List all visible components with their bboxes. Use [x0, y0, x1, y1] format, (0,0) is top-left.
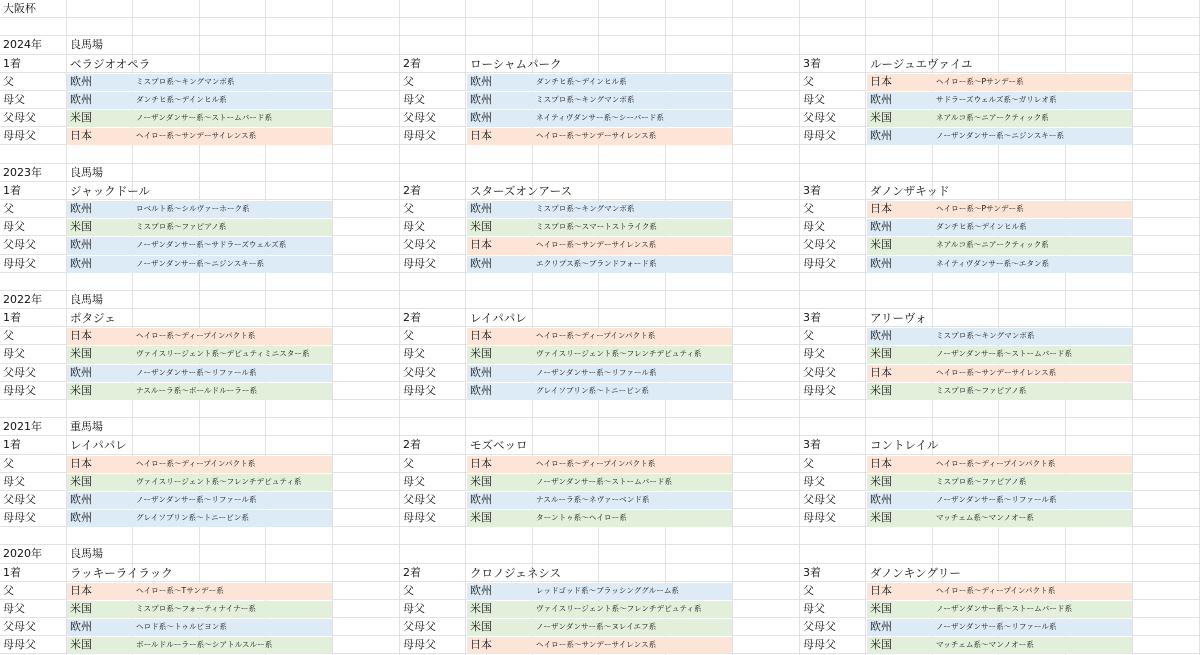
- sire-line-cell[interactable]: ノーザンダンサー系〜ニジンスキー系: [136, 259, 265, 268]
- region-cell[interactable]: 米国: [870, 475, 892, 488]
- region-cell[interactable]: 日本: [70, 584, 92, 597]
- region-cell[interactable]: 欧州: [470, 384, 492, 397]
- placing-label[interactable]: 2着: [403, 311, 421, 324]
- region-cell[interactable]: 日本: [870, 584, 892, 597]
- sire-line-cell[interactable]: ミスプロ系〜ファピアノ系: [136, 222, 227, 231]
- track-condition[interactable]: 重馬場: [70, 420, 103, 433]
- region-cell[interactable]: 欧州: [70, 202, 92, 215]
- sire-line-cell[interactable]: ノーザンダンサー系〜リファール系: [936, 495, 1057, 504]
- sire-line-cell[interactable]: ナスルーラ系〜ネヴァーベンド系: [536, 495, 650, 504]
- pedigree-role[interactable]: 母母父: [803, 257, 836, 270]
- pedigree-role[interactable]: 父: [403, 584, 414, 597]
- placing-label[interactable]: 1着: [3, 311, 21, 324]
- horse-name[interactable]: ダノンキングリー: [870, 566, 961, 580]
- sire-line-cell[interactable]: ヘイロー系〜ディープインパクト系: [536, 331, 656, 340]
- region-cell[interactable]: 米国: [870, 238, 892, 251]
- region-cell[interactable]: 日本: [870, 202, 892, 215]
- sire-line-cell[interactable]: ヴァイスリージェント系〜フレンチデピュティ系: [536, 349, 702, 358]
- sire-line-cell[interactable]: ダンチヒ系〜デインヒル系: [936, 222, 1027, 231]
- pedigree-role[interactable]: 父母父: [3, 238, 36, 251]
- region-cell[interactable]: 米国: [470, 602, 492, 615]
- pedigree-role[interactable]: 母母父: [403, 384, 436, 397]
- sire-line-cell[interactable]: ネイティヴダンサー系〜シーバード系: [536, 113, 664, 122]
- sire-line-cell[interactable]: ノーザンダンサー系〜ストームバード系: [936, 604, 1073, 613]
- sire-line-cell[interactable]: ノーザンダンサー系〜ヌレイエフ系: [536, 622, 657, 631]
- horse-name[interactable]: レイパパレ: [470, 311, 527, 325]
- placing-label[interactable]: 2着: [403, 57, 421, 70]
- horse-name[interactable]: コントレイル: [870, 438, 939, 452]
- sire-line-cell[interactable]: ナスルーラ系〜ボールドルーラー系: [136, 386, 258, 395]
- pedigree-role[interactable]: 父: [403, 329, 414, 342]
- sire-line-cell[interactable]: ミスプロ系〜フォーティナイナー系: [136, 604, 256, 613]
- pedigree-role[interactable]: 母父: [803, 602, 825, 615]
- sire-line-cell[interactable]: ノーザンダンサー系〜リファール系: [136, 495, 257, 504]
- pedigree-role[interactable]: 母母父: [3, 384, 36, 397]
- region-cell[interactable]: 欧州: [470, 366, 492, 379]
- region-cell[interactable]: 米国: [70, 384, 92, 397]
- region-cell[interactable]: 米国: [470, 475, 492, 488]
- pedigree-role[interactable]: 母母父: [403, 511, 436, 524]
- pedigree-role[interactable]: 母母父: [403, 257, 436, 270]
- region-cell[interactable]: 米国: [70, 220, 92, 233]
- sire-line-cell[interactable]: ヘイロー系〜ディープインパクト系: [936, 586, 1056, 595]
- track-condition[interactable]: 良馬場: [70, 166, 103, 179]
- pedigree-role[interactable]: 母父: [803, 347, 825, 360]
- region-cell[interactable]: 日本: [70, 457, 92, 470]
- region-cell[interactable]: 米国: [470, 511, 492, 524]
- sire-line-cell[interactable]: ヘイロー系〜ディープインパクト系: [536, 459, 656, 468]
- region-cell[interactable]: 欧州: [470, 111, 492, 124]
- horse-name[interactable]: ポタジェ: [70, 311, 116, 325]
- region-cell[interactable]: 米国: [870, 511, 892, 524]
- pedigree-role[interactable]: 母父: [3, 220, 25, 233]
- placing-label[interactable]: 3着: [803, 57, 821, 70]
- pedigree-role[interactable]: 父: [803, 202, 814, 215]
- pedigree-role[interactable]: 母母父: [803, 129, 836, 142]
- sire-line-cell[interactable]: ノーザンダンサー系〜ストームバード系: [936, 349, 1073, 358]
- pedigree-role[interactable]: 母母父: [3, 511, 36, 524]
- region-cell[interactable]: 米国: [470, 620, 492, 633]
- sire-line-cell[interactable]: ネアルコ系〜ニアークティック系: [936, 240, 1049, 249]
- horse-name[interactable]: ラッキーライラック: [70, 566, 173, 580]
- pedigree-role[interactable]: 父: [3, 202, 14, 215]
- region-cell[interactable]: 日本: [70, 329, 92, 342]
- region-cell[interactable]: 日本: [470, 329, 492, 342]
- sire-line-cell[interactable]: ボールドルーラー系〜シアトルスルー系: [136, 640, 273, 649]
- year-label[interactable]: 2023年: [3, 166, 42, 179]
- placing-label[interactable]: 2着: [403, 566, 421, 579]
- placing-label[interactable]: 2着: [403, 438, 421, 451]
- pedigree-role[interactable]: 父: [803, 75, 814, 88]
- horse-name[interactable]: ベラジオオペラ: [70, 57, 151, 71]
- sire-line-cell[interactable]: ヘイロー系〜ディープインパクト系: [136, 331, 256, 340]
- region-cell[interactable]: 日本: [470, 638, 492, 651]
- region-cell[interactable]: 米国: [70, 111, 92, 124]
- region-cell[interactable]: 米国: [870, 602, 892, 615]
- placing-label[interactable]: 3着: [803, 438, 821, 451]
- sire-line-cell[interactable]: ターントゥ系〜ヘイロー系: [536, 513, 627, 522]
- pedigree-role[interactable]: 父母父: [403, 366, 436, 379]
- pedigree-role[interactable]: 父: [3, 584, 14, 597]
- pedigree-role[interactable]: 母母父: [803, 638, 836, 651]
- pedigree-role[interactable]: 母母父: [3, 257, 36, 270]
- pedigree-role[interactable]: 母母父: [803, 384, 836, 397]
- pedigree-role[interactable]: 母父: [403, 475, 425, 488]
- region-cell[interactable]: 欧州: [70, 93, 92, 106]
- pedigree-role[interactable]: 母母父: [403, 638, 436, 651]
- sire-line-cell[interactable]: ノーザンダンサー系〜ニジンスキー系: [936, 131, 1065, 140]
- sire-line-cell[interactable]: ヴァイスリージェント系〜デピュティミニスター系: [136, 349, 310, 358]
- region-cell[interactable]: 米国: [70, 602, 92, 615]
- pedigree-role[interactable]: 母父: [3, 93, 25, 106]
- region-cell[interactable]: 欧州: [470, 493, 492, 506]
- pedigree-role[interactable]: 母父: [803, 475, 825, 488]
- pedigree-role[interactable]: 父母父: [3, 620, 36, 633]
- pedigree-role[interactable]: 父: [803, 584, 814, 597]
- region-cell[interactable]: 欧州: [70, 238, 92, 251]
- pedigree-role[interactable]: 母母父: [803, 511, 836, 524]
- region-cell[interactable]: 日本: [870, 366, 892, 379]
- pedigree-role[interactable]: 母父: [803, 93, 825, 106]
- placing-label[interactable]: 3着: [803, 311, 821, 324]
- region-cell[interactable]: 日本: [470, 238, 492, 251]
- placing-label[interactable]: 1着: [3, 566, 21, 579]
- track-condition[interactable]: 良馬場: [70, 38, 103, 51]
- sire-line-cell[interactable]: ヘイロー系〜Pサンデー系: [936, 204, 1024, 213]
- horse-name[interactable]: モズベッロ: [470, 438, 528, 452]
- pedigree-role[interactable]: 父母父: [403, 238, 436, 251]
- horse-name[interactable]: ルージュエヴァイユ: [870, 57, 973, 71]
- region-cell[interactable]: 欧州: [870, 493, 892, 506]
- sire-line-cell[interactable]: ヴァイスリージェント系〜フレンチデピュティ系: [136, 477, 302, 486]
- pedigree-role[interactable]: 父母父: [803, 366, 836, 379]
- sire-line-cell[interactable]: サドラーズウェルズ系〜ガリレオ系: [936, 95, 1057, 104]
- region-cell[interactable]: 欧州: [470, 257, 492, 270]
- region-cell[interactable]: 米国: [870, 347, 892, 360]
- placing-label[interactable]: 1着: [3, 57, 21, 70]
- track-condition[interactable]: 良馬場: [70, 293, 103, 306]
- sire-line-cell[interactable]: ヘイロー系〜サンデーサイレンス系: [936, 368, 1057, 377]
- region-cell[interactable]: 欧州: [470, 75, 492, 88]
- pedigree-role[interactable]: 父: [3, 457, 14, 470]
- pedigree-role[interactable]: 父母父: [403, 493, 436, 506]
- region-cell[interactable]: 米国: [70, 475, 92, 488]
- track-condition[interactable]: 良馬場: [70, 547, 103, 560]
- horse-name[interactable]: ローシャムパーク: [470, 57, 562, 71]
- region-cell[interactable]: 日本: [470, 129, 492, 142]
- region-cell[interactable]: 欧州: [870, 257, 892, 270]
- pedigree-role[interactable]: 母母父: [3, 638, 36, 651]
- sire-line-cell[interactable]: ヘイロー系〜サンデーサイレンス系: [136, 131, 257, 140]
- sire-line-cell[interactable]: ミスプロ系〜スマートストライク系: [536, 222, 657, 231]
- sire-line-cell[interactable]: ノーザンダンサー系〜サドラーズウェルズ系: [136, 240, 287, 249]
- sire-line-cell[interactable]: レッドゴッド系〜ブラッシンググルーム系: [536, 586, 680, 595]
- placing-label[interactable]: 1着: [3, 438, 21, 451]
- sire-line-cell[interactable]: ノーザンダンサー系〜ストームバード系: [136, 113, 273, 122]
- sire-line-cell[interactable]: マッチェム系〜マンノオー系: [936, 640, 1034, 649]
- region-cell[interactable]: 日本: [870, 457, 892, 470]
- sire-line-cell[interactable]: ネアルコ系〜ニアークティック系: [936, 113, 1049, 122]
- sire-line-cell[interactable]: ミスプロ系〜キングマンボ系: [936, 331, 1035, 340]
- region-cell[interactable]: 欧州: [870, 620, 892, 633]
- sire-line-cell[interactable]: ミスプロ系〜ファピアノ系: [936, 386, 1027, 395]
- year-label[interactable]: 2022年: [3, 293, 42, 306]
- sire-line-cell[interactable]: ヘイロー系〜ディープインパクト系: [936, 459, 1056, 468]
- sire-line-cell[interactable]: ヘイロー系〜サンデーサイレンス系: [536, 640, 657, 649]
- pedigree-role[interactable]: 母父: [3, 602, 25, 615]
- pedigree-role[interactable]: 父母父: [3, 111, 36, 124]
- placing-label[interactable]: 1着: [3, 184, 21, 197]
- sire-line-cell[interactable]: ノーザンダンサー系〜リファール系: [536, 368, 657, 377]
- region-cell[interactable]: 欧州: [870, 329, 892, 342]
- placing-label[interactable]: 2着: [403, 184, 421, 197]
- region-cell[interactable]: 米国: [470, 220, 492, 233]
- sire-line-cell[interactable]: ミスプロ系〜ファピアノ系: [936, 477, 1027, 486]
- pedigree-role[interactable]: 母母父: [3, 129, 36, 142]
- region-cell[interactable]: 日本: [470, 457, 492, 470]
- region-cell[interactable]: 米国: [870, 111, 892, 124]
- pedigree-role[interactable]: 父: [803, 457, 814, 470]
- horse-name[interactable]: ダノンザキッド: [870, 184, 950, 198]
- region-cell[interactable]: 欧州: [70, 257, 92, 270]
- region-cell[interactable]: 米国: [70, 638, 92, 651]
- pedigree-role[interactable]: 父母父: [3, 493, 36, 506]
- year-label[interactable]: 2021年: [3, 420, 42, 433]
- sire-line-cell[interactable]: ヘイロー系〜Pサンデー系: [936, 77, 1024, 86]
- region-cell[interactable]: 米国: [870, 384, 892, 397]
- pedigree-role[interactable]: 父: [403, 457, 414, 470]
- pedigree-role[interactable]: 父: [403, 202, 414, 215]
- pedigree-role[interactable]: 父母父: [3, 366, 36, 379]
- sire-line-cell[interactable]: ネイティヴダンサー系〜エタン系: [936, 259, 1050, 268]
- horse-name[interactable]: レイパパレ: [70, 438, 127, 452]
- region-cell[interactable]: 欧州: [870, 129, 892, 142]
- region-cell[interactable]: 米国: [70, 347, 92, 360]
- region-cell[interactable]: 欧州: [470, 202, 492, 215]
- sire-line-cell[interactable]: ノーザンダンサー系〜リファール系: [136, 368, 257, 377]
- pedigree-role[interactable]: 母父: [403, 93, 425, 106]
- pedigree-role[interactable]: 母父: [403, 347, 425, 360]
- sire-line-cell[interactable]: ヘイロー系〜サンデーサイレンス系: [536, 240, 657, 249]
- horse-name[interactable]: アリーヴォ: [870, 311, 927, 325]
- region-cell[interactable]: 米国: [870, 638, 892, 651]
- sire-line-cell[interactable]: ヘロド系〜トゥルビヨン系: [136, 622, 227, 631]
- region-cell[interactable]: 欧州: [70, 366, 92, 379]
- sire-line-cell[interactable]: ヘイロー系〜Tサンデー系: [136, 586, 224, 595]
- sire-line-cell[interactable]: ロベルト系〜シルヴァーホーク系: [136, 204, 250, 213]
- sire-line-cell[interactable]: グレイソブリン系〜トニービン系: [136, 513, 249, 522]
- pedigree-role[interactable]: 父母父: [803, 493, 836, 506]
- region-cell[interactable]: 欧州: [70, 511, 92, 524]
- region-cell[interactable]: 欧州: [470, 584, 492, 597]
- pedigree-role[interactable]: 母父: [803, 220, 825, 233]
- year-label[interactable]: 2020年: [3, 547, 42, 560]
- pedigree-role[interactable]: 父: [803, 329, 814, 342]
- sire-line-cell[interactable]: ノーザンダンサー系〜ストームバード系: [536, 477, 673, 486]
- pedigree-role[interactable]: 母父: [403, 220, 425, 233]
- pedigree-role[interactable]: 父母父: [803, 238, 836, 251]
- sire-line-cell[interactable]: ミスプロ系〜キングマンボ系: [536, 95, 635, 104]
- placing-label[interactable]: 3着: [803, 184, 821, 197]
- region-cell[interactable]: 欧州: [70, 493, 92, 506]
- region-cell[interactable]: 欧州: [470, 93, 492, 106]
- sire-line-cell[interactable]: エクリプス系〜ブランドフォード系: [536, 259, 657, 268]
- pedigree-role[interactable]: 母母父: [403, 129, 436, 142]
- region-cell[interactable]: 欧州: [870, 220, 892, 233]
- sheet-title[interactable]: 大阪杯: [3, 2, 36, 15]
- sire-line-cell[interactable]: ヘイロー系〜サンデーサイレンス系: [536, 131, 657, 140]
- region-cell[interactable]: 日本: [870, 75, 892, 88]
- sire-line-cell[interactable]: グレイソブリン系〜トニービン系: [536, 386, 649, 395]
- pedigree-role[interactable]: 父: [403, 75, 414, 88]
- pedigree-role[interactable]: 母父: [3, 475, 25, 488]
- sire-line-cell[interactable]: ミスプロ系〜キングマンボ系: [536, 204, 635, 213]
- region-cell[interactable]: 欧州: [70, 75, 92, 88]
- horse-name[interactable]: スターズオンアース: [470, 184, 573, 198]
- region-cell[interactable]: 欧州: [70, 620, 92, 633]
- pedigree-role[interactable]: 母父: [403, 602, 425, 615]
- sire-line-cell[interactable]: ヴァイスリージェント系〜フレンチデピュティ系: [536, 604, 702, 613]
- horse-name[interactable]: クロノジェネシス: [470, 566, 561, 580]
- pedigree-role[interactable]: 母父: [3, 347, 25, 360]
- pedigree-role[interactable]: 父母父: [803, 111, 836, 124]
- region-cell[interactable]: 日本: [70, 129, 92, 142]
- placing-label[interactable]: 3着: [803, 566, 821, 579]
- region-cell[interactable]: 米国: [470, 347, 492, 360]
- pedigree-role[interactable]: 父母父: [403, 111, 436, 124]
- pedigree-role[interactable]: 父: [3, 329, 14, 342]
- sire-line-cell[interactable]: ミスプロ系〜キングマンボ系: [136, 77, 235, 86]
- sire-line-cell[interactable]: マッチェム系〜マンノオー系: [936, 513, 1034, 522]
- sire-line-cell[interactable]: ダンチヒ系〜デインヒル系: [536, 77, 627, 86]
- year-label[interactable]: 2024年: [3, 38, 42, 51]
- pedigree-role[interactable]: 父母父: [403, 620, 436, 633]
- sire-line-cell[interactable]: ヘイロー系〜ディープインパクト系: [136, 459, 256, 468]
- pedigree-role[interactable]: 父: [3, 75, 14, 88]
- pedigree-role[interactable]: 父母父: [803, 620, 836, 633]
- region-cell[interactable]: 欧州: [870, 93, 892, 106]
- sire-line-cell[interactable]: ノーザンダンサー系〜リファール系: [936, 622, 1057, 631]
- horse-name[interactable]: ジャックドール: [70, 184, 151, 198]
- sire-line-cell[interactable]: ダンチヒ系〜デインヒル系: [136, 95, 227, 104]
